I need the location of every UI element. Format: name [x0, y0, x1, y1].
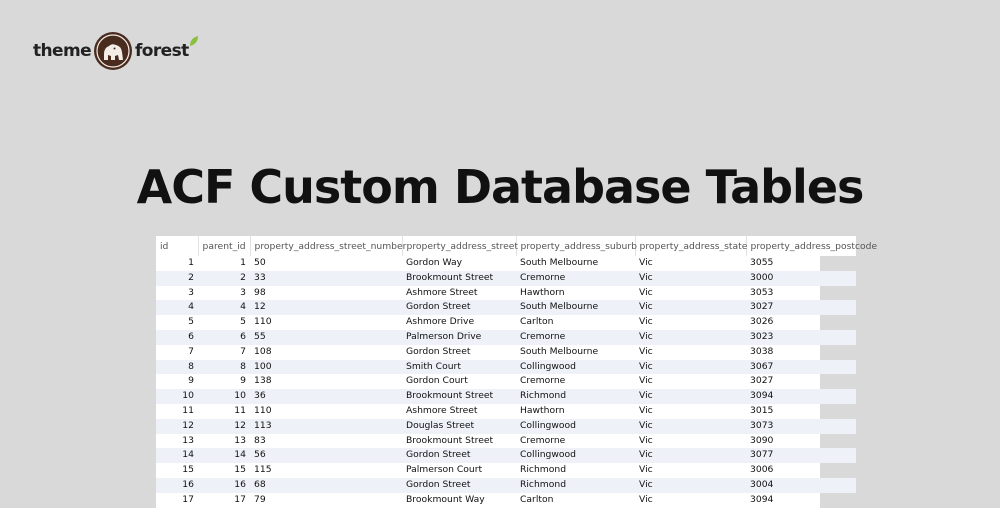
column-header[interactable]: property_address_suburb	[516, 236, 635, 256]
table-cell: 4	[156, 300, 198, 315]
table-cell: 12	[250, 300, 402, 315]
table-row[interactable]	[156, 300, 856, 315]
table-cell: 3077	[746, 448, 856, 463]
table-cell: Vic	[635, 330, 746, 345]
data-table	[156, 236, 878, 508]
table-cell: 3090	[750, 434, 774, 446]
table-cell: Brookmount Street	[406, 434, 494, 446]
table-cell: Douglas Street	[402, 419, 516, 434]
table-cell: 83	[254, 434, 266, 446]
table-cell: 3027	[750, 375, 774, 387]
table-cell: Hawthorn	[520, 404, 565, 416]
table-cell: 1	[240, 257, 246, 268]
column-header[interactable]: parent_id	[198, 236, 250, 256]
table-row[interactable]	[156, 345, 856, 360]
table-cell: 113	[250, 419, 402, 434]
table-cell: Vic	[639, 464, 653, 476]
table-cell: Vic	[639, 345, 653, 357]
table-cell: Vic	[639, 404, 653, 416]
table-cell: 3094	[750, 493, 774, 505]
table-cell: 100	[250, 360, 402, 375]
table-cell: 2	[156, 271, 198, 286]
table-cell: 138	[254, 375, 272, 387]
logo-word-forest: forest	[135, 40, 189, 61]
table-cell: Richmond	[520, 464, 567, 476]
table-cell: 3015	[750, 404, 774, 416]
table-cell: Ashmore Street	[406, 404, 478, 416]
table-header-row	[156, 236, 856, 256]
table-row[interactable]	[156, 434, 856, 449]
table-cell: Vic	[639, 375, 653, 387]
table-cell: 15	[234, 464, 246, 476]
table-cell: Vic	[639, 434, 653, 446]
table-cell: 56	[250, 448, 402, 463]
table-cell: Gordon Court	[406, 375, 468, 387]
table-cell: Palmerson Court	[406, 464, 483, 476]
table-cell: 11	[182, 404, 194, 416]
table-cell: 4	[198, 300, 250, 315]
page-title: ACF Custom Database Tables	[136, 160, 864, 214]
table-cell: 55	[250, 330, 402, 345]
table-row[interactable]	[156, 286, 856, 301]
table-cell: Gordon Street	[402, 448, 516, 463]
table-cell: 3027	[746, 300, 856, 315]
table-row[interactable]	[156, 404, 856, 419]
table-cell: Gordon Street	[402, 300, 516, 315]
table-cell: 110	[254, 404, 272, 416]
table-cell: 6	[156, 330, 198, 345]
table-cell: 3026	[750, 316, 774, 328]
table-row[interactable]	[156, 374, 856, 389]
table-cell: Vic	[639, 286, 653, 298]
table-cell: 17	[182, 493, 194, 505]
table-cell: Vic	[635, 419, 746, 434]
table-row[interactable]	[156, 463, 856, 478]
table-cell: 12	[198, 419, 250, 434]
table-cell: Collingwood	[516, 448, 635, 463]
table-cell: Gordon Street	[402, 478, 516, 493]
table-cell: Vic	[635, 389, 746, 404]
table-cell: 3000	[746, 271, 856, 286]
table-cell: Cremorne	[516, 330, 635, 345]
table-cell: Cremorne	[520, 375, 566, 387]
table-cell: 9	[240, 375, 246, 387]
table-cell: Vic	[639, 257, 653, 268]
table-cell: Carlton	[520, 493, 554, 505]
database-table-screenshot	[156, 236, 878, 508]
table-cell: Smith Court	[402, 360, 516, 375]
table-cell: 110	[254, 316, 272, 328]
table-cell: South Melbourne	[516, 300, 635, 315]
table-cell: 8	[198, 360, 250, 375]
table-row[interactable]	[156, 315, 856, 330]
table-cell: 15	[182, 464, 194, 476]
table-cell: 17	[234, 493, 246, 505]
table-cell: Carlton	[520, 316, 554, 328]
table-cell: 3038	[750, 345, 774, 357]
table-cell: 10	[156, 389, 198, 404]
table-cell: Ashmore Street	[406, 286, 478, 298]
table-row[interactable]	[156, 330, 856, 345]
table-cell: Collingwood	[516, 360, 635, 375]
table-cell: 14	[156, 448, 198, 463]
table-cell: 12	[156, 419, 198, 434]
table-cell: 1	[188, 257, 194, 268]
table-cell: 16	[198, 478, 250, 493]
logo-word-theme: theme	[33, 40, 92, 61]
table-cell: Vic	[635, 360, 746, 375]
table-cell: 3073	[746, 419, 856, 434]
table-cell: 3	[188, 286, 194, 298]
table-cell: 98	[254, 286, 266, 298]
table-cell: 3	[240, 286, 246, 298]
table-cell: 115	[254, 464, 272, 476]
table-cell: Richmond	[516, 478, 635, 493]
table-row[interactable]	[156, 493, 856, 508]
table-cell: 13	[234, 434, 246, 446]
table-cell: 8	[156, 360, 198, 375]
themeforest-logo	[33, 30, 199, 72]
table-cell: 7	[188, 345, 194, 357]
table-cell: Vic	[635, 300, 746, 315]
table-cell: 14	[198, 448, 250, 463]
table-cell: Cremorne	[516, 271, 635, 286]
table-row[interactable]	[156, 419, 856, 434]
table-cell: Ashmore Drive	[406, 316, 475, 328]
table-cell: 5	[240, 316, 246, 328]
table-cell: 3094	[746, 389, 856, 404]
table-cell: Collingwood	[516, 419, 635, 434]
table-cell: 50	[254, 257, 266, 268]
table-cell: Vic	[635, 448, 746, 463]
table-row[interactable]	[156, 360, 856, 375]
table-row[interactable]	[156, 271, 856, 286]
table-cell: 11	[234, 404, 246, 416]
table-cell: Hawthorn	[520, 286, 565, 298]
table-cell: 13	[182, 434, 194, 446]
table-cell: Vic	[639, 316, 653, 328]
table-cell: 3004	[746, 478, 856, 493]
table-cell: 5	[188, 316, 194, 328]
table-cell: Palmerson Drive	[402, 330, 516, 345]
table-cell: Vic	[635, 271, 746, 286]
table-cell: 10	[198, 389, 250, 404]
table-cell: 33	[250, 271, 402, 286]
table-cell: 36	[250, 389, 402, 404]
table-cell: 3023	[746, 330, 856, 345]
table-row[interactable]	[156, 256, 856, 271]
table-cell: Brookmount Way	[406, 493, 485, 505]
leaf-icon	[189, 35, 199, 47]
table-cell: 68	[250, 478, 402, 493]
table-cell: 3067	[746, 360, 856, 375]
column-header[interactable]: property_address_state	[635, 236, 746, 256]
table-row[interactable]	[156, 448, 856, 463]
table-cell: Cremorne	[520, 434, 566, 446]
column-header[interactable]: id	[156, 236, 198, 256]
table-cell: Brookmount Street	[402, 389, 516, 404]
table-cell: Gordon Way	[406, 257, 463, 268]
table-cell: 16	[156, 478, 198, 493]
table-cell: 3006	[750, 464, 774, 476]
table-row[interactable]	[156, 389, 856, 404]
gorilla-badge-icon	[93, 31, 133, 71]
table-cell: Vic	[635, 478, 746, 493]
table-cell: 3055	[750, 257, 774, 268]
table-cell: 2	[198, 271, 250, 286]
table-cell: 108	[254, 345, 272, 357]
table-cell: Vic	[639, 493, 653, 505]
column-header[interactable]: property_address_postcode	[746, 236, 856, 256]
column-header[interactable]: property_address_street	[402, 236, 516, 256]
table-cell: 9	[188, 375, 194, 387]
table-cell: Richmond	[516, 389, 635, 404]
table-cell: 6	[198, 330, 250, 345]
table-cell: 79	[254, 493, 266, 505]
table-cell: 3053	[750, 286, 774, 298]
table-cell: 7	[240, 345, 246, 357]
table-cell: South Melbourne	[520, 345, 599, 357]
column-header[interactable]: property_address_street_number	[250, 236, 402, 256]
table-cell: South Melbourne	[520, 257, 599, 268]
table-cell: Gordon Street	[406, 345, 471, 357]
table-cell: Brookmount Street	[402, 271, 516, 286]
table-row[interactable]	[156, 478, 856, 493]
